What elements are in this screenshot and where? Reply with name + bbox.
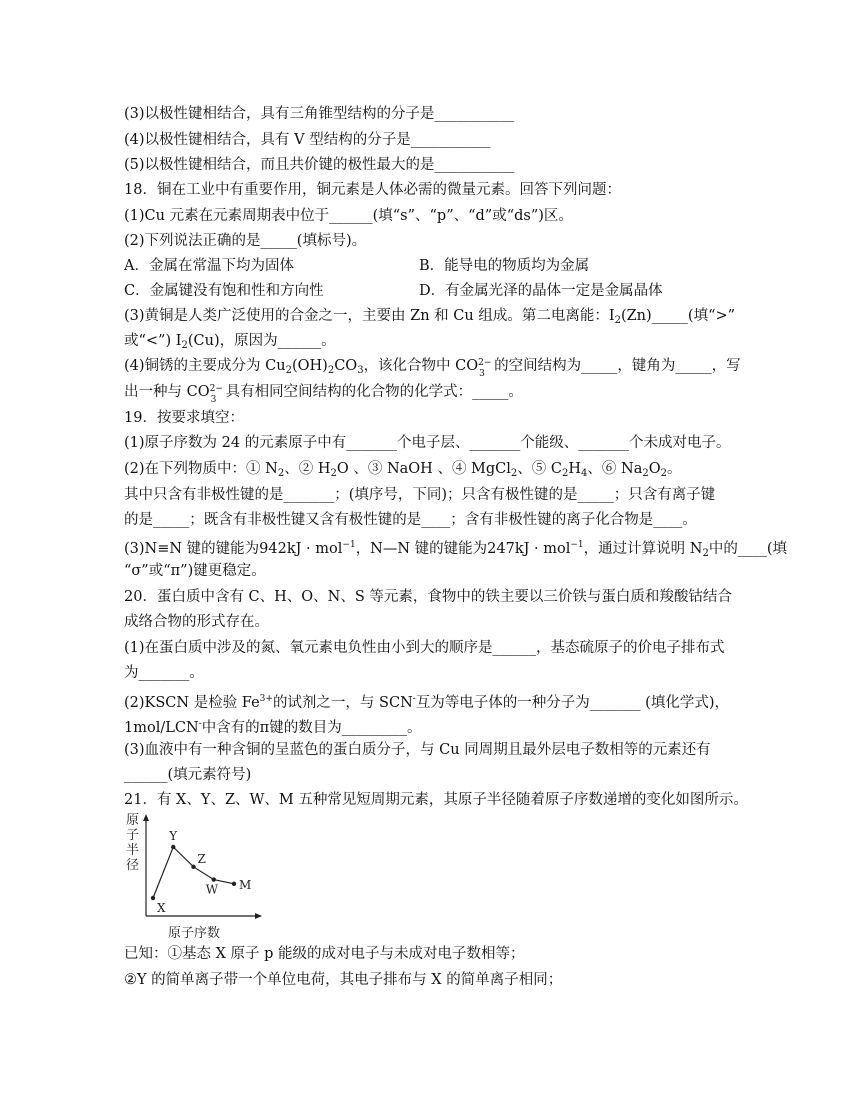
text: O 、③ NaOH 、④ MgCl — [336, 461, 511, 477]
point-label: Z — [197, 851, 206, 866]
text: 1mol/LCN — [124, 720, 199, 736]
option-b: B．能导电的物质均为金属 — [419, 258, 590, 274]
text: O — [648, 461, 661, 477]
text: 互为等电子体的一种分子为_______ (填化学式)， — [415, 695, 729, 711]
text: ，通过计算说明 N — [583, 541, 703, 557]
subscript: 3 — [479, 369, 485, 379]
text: (1)在蛋白质中涉及的氮、氧元素电负性由小到大的顺序是______，基态硫原子的价电子排布式 — [124, 640, 725, 656]
subscript: 2 — [642, 468, 649, 479]
text: “σ”或“π”)键更稳定。 — [124, 563, 266, 579]
text: 20．蛋白质中含有 C、H、O、N、S 等元素，食物中的铁主要以三价铁与蛋白质和羧酸钴结合 — [124, 589, 732, 605]
superscript: - — [412, 694, 416, 704]
text: (2)在下列物质中：① N — [124, 461, 278, 477]
question-line — [124, 765, 744, 785]
question-21-title — [124, 790, 748, 810]
y-axis-label-char: 原 — [126, 813, 140, 828]
text: 、⑥ Na — [587, 461, 643, 477]
data-point — [232, 882, 236, 886]
point-label: M — [239, 877, 252, 892]
text: (3)N≡N 键的键能为942kJ · mol — [124, 541, 343, 557]
point-label: X — [157, 901, 166, 915]
superscript: 2− — [209, 384, 223, 394]
text: 为_______。 — [124, 665, 204, 681]
radius-line — [153, 847, 234, 898]
superscript: −1 — [342, 540, 356, 550]
question-18-title — [124, 180, 744, 200]
superscript: −1 — [570, 540, 584, 550]
text: ______(填元素符号) — [124, 767, 252, 783]
text: 21．有 X、Y、Z、W、M 五种常见短周期元素，其原子半径随着原子序数递增的变化如图所示。 — [124, 792, 748, 808]
question-line — [124, 510, 744, 530]
text: 、⑤ C — [517, 461, 563, 477]
text: H — [568, 461, 582, 477]
text: CO — [334, 358, 358, 374]
question-line — [124, 130, 744, 150]
subscript: 3 — [357, 365, 364, 376]
subscript: 2 — [510, 468, 518, 479]
question-line — [124, 970, 744, 990]
point-label: W — [205, 882, 219, 897]
subscript: 2 — [327, 365, 335, 376]
question-line — [124, 155, 744, 175]
subscript: 2 — [614, 315, 621, 326]
text: (OH) — [291, 358, 328, 374]
text: 其中只含有非极性键的是_______；(填序号，下同)；只含有极性键的是_____；只含有离子键 — [124, 487, 716, 503]
text: (2)KSCN 是检验 Fe — [124, 695, 260, 711]
question-line — [124, 433, 744, 453]
question-line — [124, 944, 744, 964]
subscript: 4 — [581, 468, 588, 479]
text: 成络合物的形式存在。 — [124, 614, 269, 630]
text: 18．铜在工业中有重要作用，铜元素是人体必需的微量元素。回答下列问题： — [124, 182, 621, 198]
text: (4)铜锈的主要成分为 Cu — [124, 358, 286, 374]
text: (Cu)，原因为______。 — [187, 333, 336, 349]
text: (3)黄铜是人类广泛使用的合金之一，主要由 Zn 和 Cu 组成。第二电离能：I — [124, 308, 615, 324]
option-c: C．金属键没有饱和性和方向性 — [124, 283, 324, 299]
question-line — [124, 331, 744, 351]
y-axis-label-char: 半 — [126, 843, 140, 858]
subscript: 2 — [660, 468, 668, 479]
x-axis-label: 原子序数 — [168, 926, 221, 941]
data-marks — [151, 829, 251, 915]
option-d: D．有金属光泽的晶体一定是金属晶体 — [419, 283, 663, 299]
options-row — [124, 281, 744, 301]
text: 中的____(填 — [708, 541, 788, 557]
question-line — [124, 689, 744, 709]
point-label: Y — [169, 829, 178, 843]
subscript: 2 — [285, 365, 292, 376]
data-point — [191, 865, 195, 869]
question-line — [124, 714, 744, 734]
text: 。 — [667, 461, 682, 477]
question-line — [124, 561, 744, 581]
question-20-title — [124, 587, 744, 607]
text: (2)下列说法正确的是_____(填标号)。 — [124, 233, 367, 249]
text: 具有相同空间结构的化合物的化学式：_____。 — [225, 384, 523, 400]
subscript: 2 — [277, 468, 285, 479]
text: ，N—N 键的键能为247kJ · mol — [355, 541, 571, 557]
text: ，该化合物中 CO — [363, 358, 479, 374]
question-line — [124, 382, 744, 405]
text: 、② H — [284, 461, 331, 477]
text: (5)以极性键相结合，而且共价键的极性最大的是___________ — [124, 157, 515, 173]
question-19-title — [124, 408, 744, 428]
question-line — [124, 104, 744, 124]
subscript: 2 — [330, 468, 337, 479]
text: 19．按要求填空： — [124, 410, 244, 426]
text: 出一种与 CO — [124, 384, 210, 400]
atomic-radius-diagram — [124, 812, 264, 942]
data-point — [151, 896, 155, 900]
ion-script — [209, 382, 223, 405]
question-line — [124, 206, 744, 226]
text: (3)血液中有一种含铜的呈蓝色的蛋白质分子，与 Cu 同周期且最外层电子数相等的元素还有 — [124, 742, 711, 758]
text: 中含有的π键的数目为_________。 — [201, 720, 422, 736]
text: 已知：①基态 X 原子 p 能级的成对电子与未成对电子数相等； — [124, 946, 525, 962]
text: 的是_____；既含有非极性键又含有极性键的是____；含有非极性键的离子化合物是____。 — [124, 512, 697, 528]
question-line — [124, 663, 744, 683]
data-point — [212, 877, 216, 881]
x-axis-arrow — [255, 913, 262, 919]
text: 的空间结构为_____，键角为_____，写 — [494, 358, 741, 374]
question-line — [124, 740, 744, 760]
subscript: 2 — [702, 548, 709, 559]
superscript: - — [198, 719, 202, 729]
question-line — [124, 612, 744, 632]
subscript: 2 — [562, 468, 569, 479]
question-line — [124, 306, 744, 326]
data-point — [171, 845, 175, 849]
subscript: 2 — [181, 340, 188, 351]
option-a: A．金属在常温下均为固体 — [124, 258, 294, 274]
text: (3)以极性键相结合，具有三角锥型结构的分子是___________ — [124, 106, 515, 122]
text: (1)原子序数为 24 的元素原子中有_______个电子层、_______个能级、_______个未成对电子。 — [124, 435, 731, 451]
y-axis-label-char: 子 — [126, 828, 140, 843]
question-line — [124, 231, 744, 251]
text: 的试剂之一，与 SCN — [272, 695, 413, 711]
y-axis-arrow — [143, 814, 149, 821]
text: (4)以极性键相结合，具有 V 型结构的分子是___________ — [124, 132, 491, 148]
superscript: 2− — [478, 358, 492, 368]
question-line — [124, 356, 744, 379]
subscript: 3 — [210, 395, 217, 405]
question-line — [124, 535, 788, 559]
question-line — [124, 638, 744, 658]
text: ②Y 的简单离子带一个单位电荷，其电子排布与 X 的简单离子相同； — [124, 972, 563, 988]
options-row — [124, 256, 744, 276]
ion-script — [478, 356, 492, 379]
y-axis-label-char: 径 — [126, 858, 140, 873]
question-line — [124, 485, 744, 505]
question-line — [124, 459, 744, 479]
atomic-radius-figure — [124, 812, 264, 942]
text: 或“<”) I — [124, 333, 182, 349]
text: (Zn)_____(填“>” — [620, 308, 736, 324]
superscript: 3+ — [259, 694, 273, 704]
text: (1)Cu 元素在元素周期表中位于______(填“s”、“p”、“d”或“ds”)区。 — [124, 208, 573, 224]
